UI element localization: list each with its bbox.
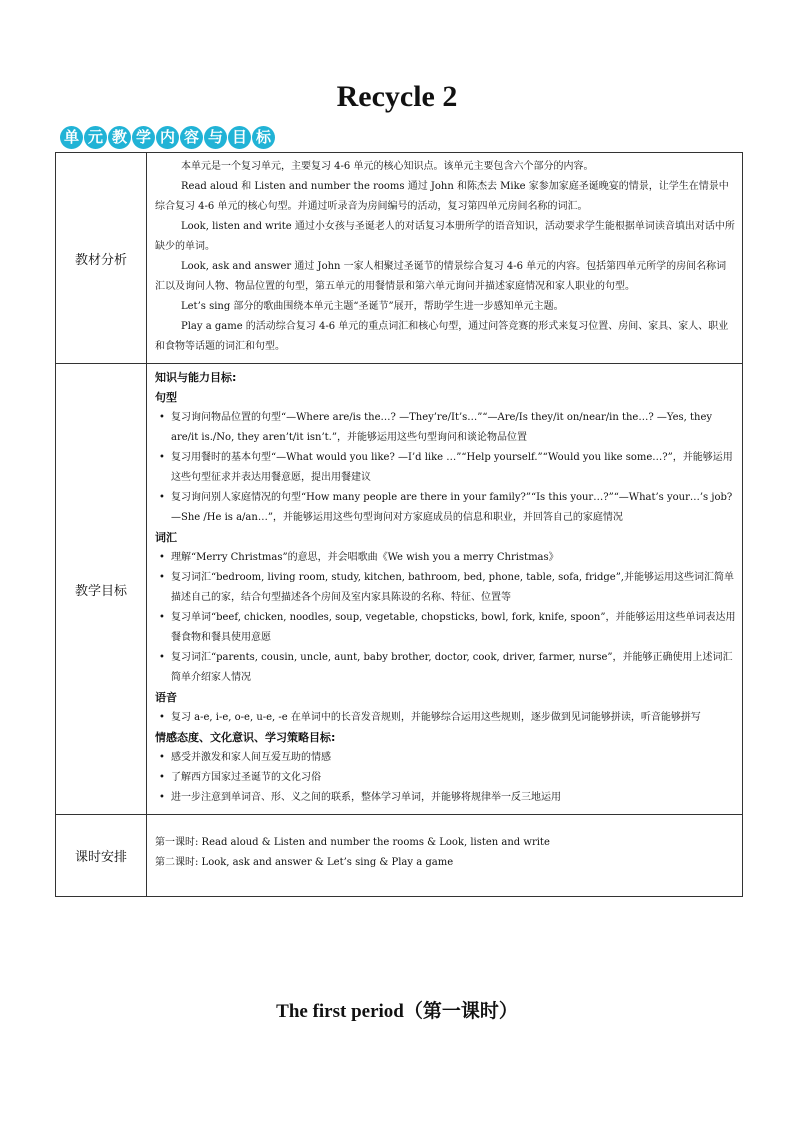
page-title: Recycle 2 xyxy=(336,80,458,113)
list-item: • 复习词汇“parents, cousin, uncle, aunt, baby brother, doctor, cook, driver, farmer, nurse”，并能够正确使用上述词汇简单介绍家人情况 xyxy=(155,648,736,688)
list-item: • 复习单词“beef, chicken, noodles, soup, vegetable, chopsticks, bowl, fork, knife, spoon”，并能够运用这些单词表达用餐食物和餐具使用意愿 xyxy=(155,608,736,648)
section-tag-char: 学 xyxy=(132,126,155,149)
section-tag-char: 单 xyxy=(60,126,83,149)
section-tag-char: 目 xyxy=(228,126,251,149)
schedule-label: 课时安排 xyxy=(56,815,147,897)
analysis-paragraph: Play a game 的活动综合复习 4-6 单元的重点词汇和核心句型，通过问答竞赛的形式来复习位置、房间、家具、家人、职业和食物等话题的词汇和句型。 xyxy=(155,321,729,352)
list-item: • 复习词汇“bedroom, living room, study, kitchen, bathroom, bed, phone, table, sofa, fridge”,并能够运用这些词汇简单描述自己的家，结合句型描述各个房间及室内家具陈设的名称、特征、位置等 xyxy=(155,568,736,608)
lesson-plan-table xyxy=(55,152,743,897)
knowledge-heading: 知识与能力目标: xyxy=(155,371,237,384)
list-item: • 复习询问别人家庭情况的句型“How many people are there in your family?”“Is this your…?”“—What’s your…’s job? —She /He is a/an…”，并能够运用这些句型询问对方家庭成员的信息和职业，并回答自己的家庭情况 xyxy=(155,488,736,528)
list-item: • 了解西方国家过圣诞节的文化习俗 xyxy=(155,768,736,788)
analysis-content xyxy=(147,153,743,364)
section-tag-char: 内 xyxy=(156,126,179,149)
analysis-paragraph: Read aloud 和 Listen and number the rooms 通过 John 和陈杰去 Mike 家参加家庭圣诞晚宴的情景，让学生在情景中综合复习 4-6 单元的核心句型。并通过听录音为房间编号的活动，复习第四单元房间名称的词汇。 xyxy=(155,181,729,212)
goals-content xyxy=(147,364,743,815)
period-title: The first period（第一课时） xyxy=(276,1001,518,1022)
analysis-paragraph: Look, ask and answer 通过 John 一家人相聚过圣诞节的情景综合复习 4-6 单元的内容。包括第四单元所学的房间名称词汇以及询问人物、物品位置的句型，第五单元的用餐情景和第六单元询问并描述家庭情况和家人职业的句型。 xyxy=(155,261,727,292)
attitude-heading: 情感态度、文化意识、学习策略目标: xyxy=(155,731,336,744)
vocab-heading: 词汇 xyxy=(155,531,177,544)
analysis-row xyxy=(56,153,743,364)
section-tag-chars xyxy=(60,126,275,149)
schedule-line: 第二课时: Look, ask and answer & Let’s sing & Play a game xyxy=(155,857,454,868)
schedule-content xyxy=(147,815,743,897)
section-tag-char: 标 xyxy=(252,126,275,149)
sentence-heading: 句型 xyxy=(155,391,177,404)
schedule-row xyxy=(56,815,743,897)
analysis-label: 教材分析 xyxy=(56,153,147,364)
list-item: • 进一步注意到单词音、形、义之间的联系，整体学习单词，并能够将规律举一反三地运用 xyxy=(155,788,736,808)
list-item: • 理解“Merry Christmas”的意思，并会唱歌曲《We wish you a merry Christmas》 xyxy=(155,548,736,568)
section-tag-char: 容 xyxy=(180,126,203,149)
list-item: • 复习询问物品位置的句型“—Where are/is the…? —They’re/It’s…”“—Are/Is they/it on/near/in the…? —Yes, they are/it is./No, they aren’t/it isn’t.”，并能够运用这些句型询问和谈论物品位置 xyxy=(155,408,736,448)
schedule-line: 第一课时: Read aloud & Listen and number the rooms & Look, listen and write xyxy=(155,837,550,848)
goals-label: 教学目标 xyxy=(56,364,147,815)
analysis-paragraph: 本单元是一个复习单元，主要复习 4-6 单元的核心知识点。该单元主要包含六个部分的内容。 xyxy=(181,161,594,172)
goals-row xyxy=(56,364,743,815)
section-tag xyxy=(60,122,275,152)
phonics-heading: 语音 xyxy=(155,691,177,704)
analysis-paragraph: Let’s sing 部分的歌曲围绕本单元主题“圣诞节”展开，帮助学生进一步感知单元主题。 xyxy=(181,301,564,312)
section-tag-char: 元 xyxy=(84,126,107,149)
list-item: • 感受并激发和家人间互爱互助的情感 xyxy=(155,748,736,768)
section-tag-char: 教 xyxy=(108,126,131,149)
section-tag-char: 与 xyxy=(204,126,227,149)
analysis-paragraph: Look, listen and write 通过小女孩与圣诞老人的对话复习本册所学的语音知识，活动要求学生能根据单词读音填出对话中所缺少的单词。 xyxy=(155,221,735,252)
list-item: • 复习用餐时的基本句型“—What would you like? —I’d like …”“Help yourself.”“Would you like some…?”，并能够运用这些句型征求并表达用餐意愿，提出用餐建议 xyxy=(155,448,736,488)
list-item: • 复习 a-e, i-e, o-e, u-e, -e 在单词中的长音发音规则，并能够综合运用这些规则，逐步做到见词能够拼读，听音能够拼写 xyxy=(155,708,736,728)
